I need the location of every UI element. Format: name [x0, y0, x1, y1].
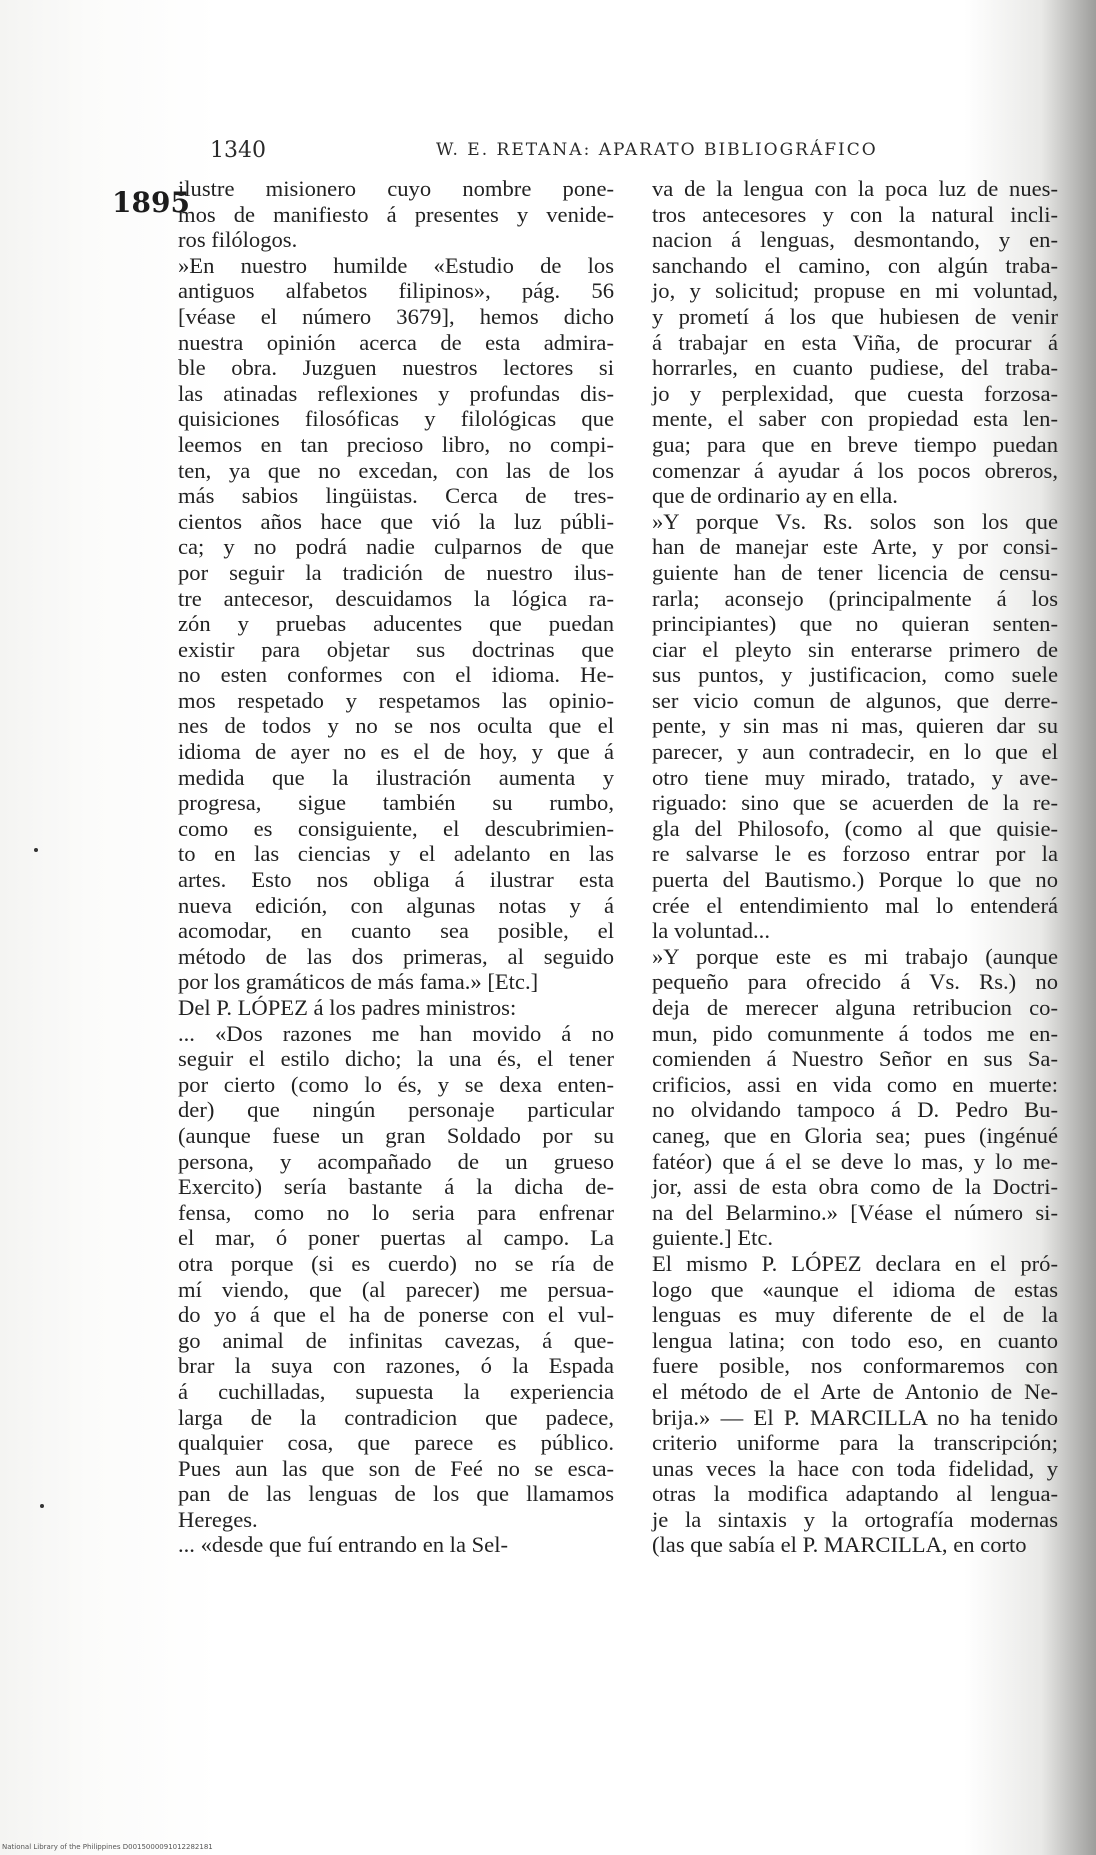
text-line: qualquier cosa, que parece es público. — [178, 1430, 614, 1456]
text-line: ble obra. Juzguen nuestros lectores si — [178, 355, 614, 381]
text-line: ten, ya que no excedan, con las de los — [178, 457, 614, 483]
text-line: (las que sabía el P. MARCILLA, en corto — [652, 1532, 1027, 1558]
text-line: persona, y acompañado de un grueso — [178, 1148, 614, 1174]
text-line: fuere posible, nos conformaremos con — [652, 1353, 1058, 1379]
text-line: más sabios lingüistas. Cerca de tres- — [178, 483, 614, 509]
text-line: caneg, que en Gloria sea; pues (ingénué — [652, 1122, 1058, 1148]
text-line: la voluntad... — [652, 918, 770, 944]
text-line: va de la lengua con la poca luz de nues- — [652, 176, 1058, 201]
paragraph — [178, 1021, 614, 1533]
text-line: otras la modifica adaptando al lengua- — [652, 1481, 1058, 1507]
text-line: comenzar á ayudar á los pocos obreros, — [652, 457, 1058, 483]
text-line: como es consiguiente, el descubrimien- — [178, 815, 614, 841]
text-line: jo y perplexidad, que cuesta forzosa- — [652, 380, 1058, 406]
text-line: to en las ciencias y el adelanto en las — [178, 841, 614, 867]
text-line: pan de las lenguas de los que llamamos — [178, 1481, 614, 1507]
text-line: tros antecesores y con la natural incli- — [652, 201, 1058, 227]
paragraph — [652, 1251, 1058, 1558]
text-line: ca; y no podrá nadie culparnos de que — [178, 534, 614, 560]
text-line: pequeño para ofrecido á Vs. Rs.) no — [652, 969, 1058, 995]
text-line: gla del Philosofo, (como al que quisie- — [652, 815, 1058, 841]
text-line: fatéor) que á el se deve lo mas, y lo me- — [652, 1148, 1058, 1174]
text-line: antiguos alfabetos filipinos», pág. 56 — [178, 278, 614, 304]
paragraph — [178, 253, 614, 995]
text-line: go animal de infinitas cavezas, á que- — [178, 1327, 614, 1353]
text-line: ... «desde que fuí entrando en la Sel- — [178, 1532, 509, 1558]
text-line: comienden á Nuestro Señor en sus Sa- — [652, 1046, 1058, 1072]
year-marker: 1895 — [112, 186, 190, 219]
text-line: otra porque (si es cuerdo) no se ría de — [178, 1250, 614, 1276]
text-line: por seguir la tradición de nuestro ilus- — [178, 559, 614, 585]
text-line: ciar el pleyto sin enterarse primero de — [652, 636, 1058, 662]
text-line: crificios, assi en vida como en muerte: — [652, 1071, 1058, 1097]
text-line: nueva edición, con algunas notas y á — [178, 892, 614, 918]
text-line: horrarles, en cuanto pudiese, del traba- — [652, 355, 1058, 381]
text-line: nacion á lenguas, desmontando, y en- — [652, 227, 1058, 253]
text-line: Del P. LÓPEZ á los padres ministros: — [178, 995, 517, 1020]
footer-watermark: National Library of the Philippines D0015000091012282181 — [2, 1843, 213, 1851]
running-head: W. E. RETANA: APARATO BIBLIOGRÁFICO — [436, 140, 878, 160]
text-line: las atinadas reflexiones y profundas dis- — [178, 380, 614, 406]
text-line: sanchando el camino, con algún traba- — [652, 252, 1058, 278]
paragraph — [652, 509, 1058, 944]
text-line: fensa, como no lo seria para enfrenar — [178, 1199, 614, 1225]
page-header — [0, 138, 1096, 168]
text-line: otro tiene muy mirado, tratado, y ave- — [652, 764, 1058, 790]
text-line: que de ordinario ay en ella. — [652, 483, 898, 509]
text-line: y prometí á los que hubiesen de venir — [652, 303, 1058, 329]
text-line: ser vicio comun de algunos, que derre- — [652, 687, 1058, 713]
paragraph — [178, 1532, 614, 1558]
page-speck — [40, 1504, 44, 1508]
text-line: »En nuestro humilde «Estudio de los — [178, 252, 614, 278]
text-line: jor, assi de esta obra como de la Doctri- — [652, 1174, 1058, 1200]
text-line: sus puntos, y justificacion, como suele — [652, 662, 1058, 688]
text-line: no olvidando tampoco á D. Pedro Bu- — [652, 1097, 1058, 1123]
text-line: unas veces la hace con toda fidelidad, y — [652, 1455, 1058, 1481]
text-line: parecer, y aun contradecir, en lo que el — [652, 739, 1058, 765]
page-speck — [34, 848, 38, 852]
text-line: (aunque fuese un gran Soldado por su — [178, 1122, 614, 1148]
text-line: por los gramáticos de más fama.» [Etc.] — [178, 969, 539, 995]
text-line: Pues aun las que son de Feé no se esca- — [178, 1455, 614, 1481]
text-line: por cierto (como lo és, y se dexa enten- — [178, 1071, 614, 1097]
text-line: quisiciones filosóficas y filológicas que — [178, 406, 614, 432]
text-line: crée el entendimiento mal lo entenderá — [652, 892, 1058, 918]
text-line: mí viendo, que (al parecer) me persua- — [178, 1276, 614, 1302]
text-line: do yo á que el ha de ponerse con el vul- — [178, 1302, 614, 1328]
text-line: deja de merecer alguna retribucion co- — [652, 995, 1058, 1020]
paragraph — [178, 176, 614, 253]
text-line: método de las dos primeras, al seguido — [178, 943, 614, 969]
text-line: larga de la contradicion que padece, — [178, 1404, 614, 1430]
text-line: no esten conformes con el idioma. He- — [178, 662, 614, 688]
text-line: lengua latina; con todo eso, en cuanto — [652, 1327, 1058, 1353]
text-line: progresa, sigue también su rumbo, — [178, 790, 614, 816]
text-line: »Y porque este es mi trabajo (aunque — [652, 943, 1058, 969]
text-line: á cuchilladas, supuesta la experiencia — [178, 1378, 614, 1404]
text-line: na del Belarmino.» [Véase el número si- — [652, 1199, 1058, 1225]
right-column — [652, 176, 1058, 1558]
text-line: puerta del Bautismo.) Porque lo que no — [652, 867, 1058, 893]
paragraph — [652, 944, 1058, 1251]
text-line: cientos años hace que vió la luz públi- — [178, 508, 614, 534]
text-line: nuestra opinión acerca de esta admira- — [178, 329, 614, 355]
text-line: leemos en tan precioso libro, no compi- — [178, 431, 614, 457]
text-line: zón y pruebas aducentes que puedan — [178, 611, 614, 637]
text-line: tre antecesor, descuidamos la lógica ra- — [178, 585, 614, 611]
text-line: el mar, ó poner puertas al campo. La — [178, 1225, 614, 1251]
text-line: brar la suya con razones, ó la Espada — [178, 1353, 614, 1379]
text-line: existir para objetar sus doctrinas que — [178, 636, 614, 662]
text-line: gua; para que en breve tiempo puedan — [652, 431, 1058, 457]
text-line: lenguas es muy diferente de el de la — [652, 1302, 1058, 1328]
text-line: el método de el Arte de Antonio de Ne- — [652, 1378, 1058, 1404]
text-line: mun, pido comunmente á todos me en- — [652, 1020, 1058, 1046]
text-line: acomodar, en cuanto sea posible, el — [178, 918, 614, 944]
text-line: criterio uniforme para la transcripción; — [652, 1430, 1058, 1456]
text-line: der) que ningún personaje particular — [178, 1097, 614, 1123]
text-line: ... «Dos razones me han movido á no — [178, 1020, 614, 1046]
text-line: principiantes) que no quieran senten- — [652, 611, 1058, 637]
text-line: [véase el número 3679], hemos dicho — [178, 303, 614, 329]
text-line: riguado: sino que se acuerden de la re- — [652, 790, 1058, 816]
text-line: guiente han de tener licencia de censu- — [652, 559, 1058, 585]
text-line: artes. Esto nos obliga á ilustrar esta — [178, 867, 614, 893]
paragraph — [652, 176, 1058, 509]
text-line: idioma de ayer no es el de hoy, y que á — [178, 739, 614, 765]
text-line: pente, y sin mas ni mas, quieren dar su — [652, 713, 1058, 739]
left-column — [178, 176, 614, 1558]
text-line: jo, y solicitud; propuse en mi voluntad, — [652, 278, 1058, 304]
text-line: brija.» — El P. MARCILLA no ha tenido — [652, 1404, 1058, 1430]
text-line: ilustre misionero cuyo nombre pone- — [178, 176, 614, 201]
text-line: je la sintaxis y la ortografía modernas — [652, 1506, 1058, 1532]
text-line: »Y porque Vs. Rs. solos son los que — [652, 508, 1058, 534]
text-line: nes de todos y no se nos oculta que el — [178, 713, 614, 739]
text-line: rarla; aconsejo (principalmente á los — [652, 585, 1058, 611]
text-line: medida que la ilustración aumenta y — [178, 764, 614, 790]
text-line: logo que «aunque el idioma de estas — [652, 1276, 1058, 1302]
text-line: seguir el estilo dicho; la una és, el tener — [178, 1046, 614, 1072]
text-line: mente, el saber con propiedad esta len- — [652, 406, 1058, 432]
text-line: Hereges. — [178, 1506, 258, 1532]
text-line: ros filólogos. — [178, 227, 298, 253]
text-line: re salvarse le es forzoso entrar por la — [652, 841, 1058, 867]
page-number: 1340 — [210, 138, 266, 163]
paragraph — [178, 995, 614, 1021]
text-line: Exercito) sería bastante á la dicha de- — [178, 1174, 614, 1200]
text-line: guiente.] Etc. — [652, 1225, 774, 1251]
text-line: mos de manifiesto á presentes y venide- — [178, 201, 614, 227]
text-line: á trabajar en esta Viña, de procurar á — [652, 329, 1058, 355]
text-line: han de manejar este Arte, y por consi- — [652, 534, 1058, 560]
text-line: mos respetado y respetamos las opinio- — [178, 687, 614, 713]
text-line: El mismo P. LÓPEZ declara en el pró- — [652, 1250, 1058, 1276]
